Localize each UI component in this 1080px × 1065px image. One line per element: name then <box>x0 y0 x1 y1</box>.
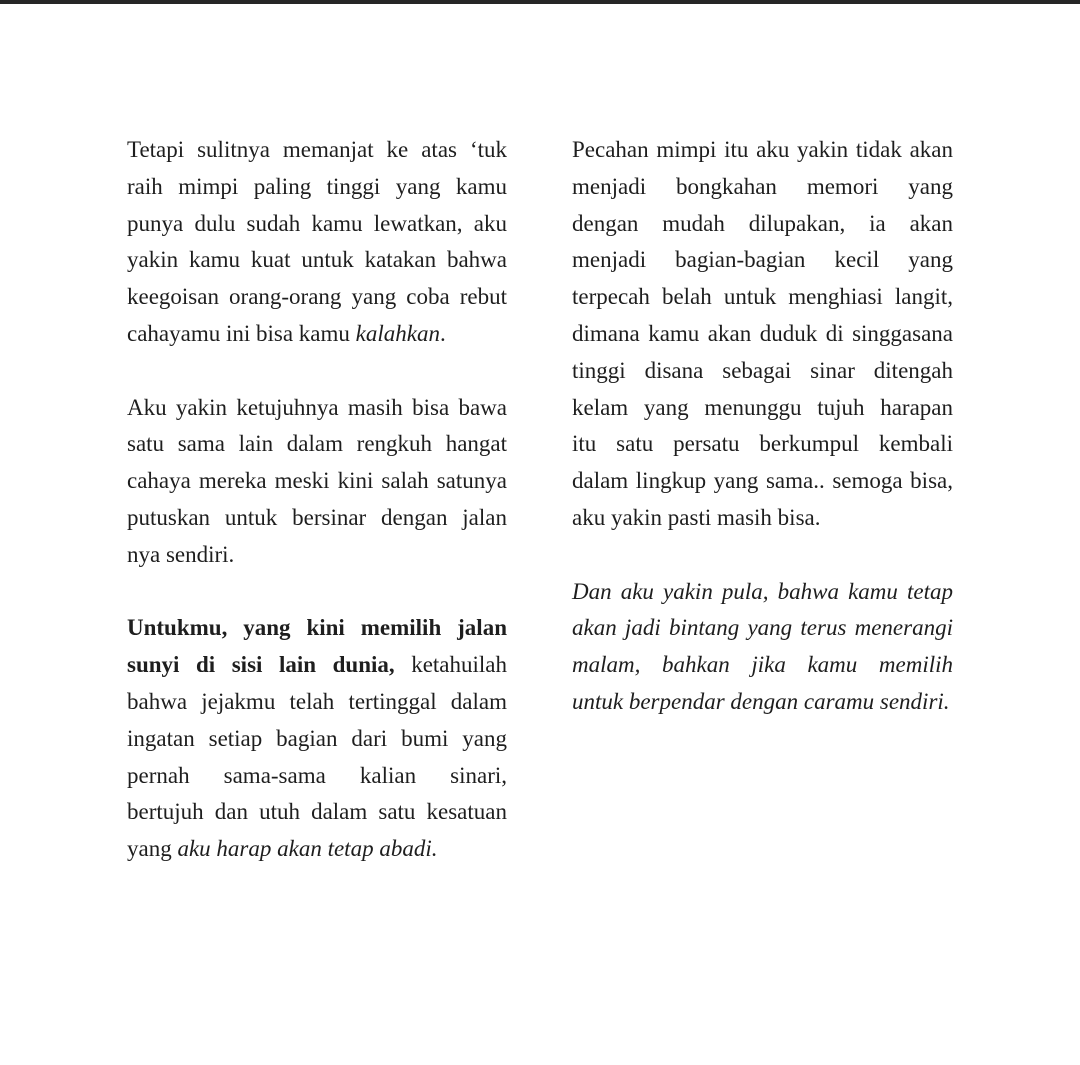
text-line: raih mimpi paling tinggi yang kamu <box>127 173 507 199</box>
text-line: Pecahan mimpi itu aku yakin tidak akan <box>572 137 953 162</box>
text-line: satu sama lain dalam rengkuh hangat <box>127 431 507 457</box>
text-line: yakin kamu kuat untuk katakan bahwa <box>127 247 507 273</box>
text-line <box>127 316 507 353</box>
italic-text: aku harap akan tetap abadi. <box>177 836 438 862</box>
text-line: dimana kamu akan duduk di singgasana <box>572 320 953 346</box>
text-segment: yang <box>127 836 178 862</box>
italic-text-line: Dan aku yakin pula, bahwa kamu tetap <box>572 578 953 604</box>
text-line: menjadi bongkahan memori yang <box>572 173 953 199</box>
text-line: putuskan untuk bersinar dengan jalan <box>127 504 507 530</box>
left-paragraph-1 <box>127 132 507 353</box>
text-line: bertujuh dan utuh dalam satu kesatuan <box>127 799 507 825</box>
text-line: kelam yang menunggu tujuh harapan <box>572 394 953 420</box>
text-line: Tetapi sulitnya memanjat ke atas ‘tuk <box>127 137 507 162</box>
text-segment: . <box>439 320 446 346</box>
right-paragraph-2 <box>572 574 953 721</box>
text-segment: ketahuilah <box>394 652 508 678</box>
text-line: punya dulu sudah kamu lewatkan, aku <box>127 210 507 236</box>
text-line: tinggi disana sebagai sinar ditengah <box>572 357 953 383</box>
text-line: aku yakin pasti masih bisa. <box>572 504 821 530</box>
top-border <box>0 0 1080 4</box>
text-line <box>127 831 507 868</box>
left-paragraph-3 <box>127 610 507 868</box>
italic-text-line: malam, bahkan jika kamu memilih <box>572 652 953 678</box>
text-line: dalam lingkup yang sama.. semoga bisa, <box>572 468 953 494</box>
bold-text-line: Untukmu, yang kini memilih jalan <box>127 615 507 641</box>
text-line <box>127 647 507 684</box>
text-segment: cahayamu ini bisa kamu <box>127 320 356 346</box>
text-line: pernah sama-sama kalian sinari, <box>127 762 507 788</box>
italic-text-line: akan jadi bintang yang terus menerangi <box>572 615 953 641</box>
bold-text: sunyi di sisi lain dunia, <box>127 652 395 678</box>
left-column <box>127 132 507 868</box>
text-line: ingatan setiap bagian dari bumi yang <box>127 725 507 751</box>
text-line: bahwa jejakmu telah tertinggal dalam <box>127 688 507 714</box>
right-column <box>572 132 953 721</box>
text-line: nya sendiri. <box>127 541 235 567</box>
text-line: Aku yakin ketujuhnya masih bisa bawa <box>127 394 507 420</box>
text-line: terpecah belah untuk menghiasi langit, <box>572 284 953 310</box>
text-line: menjadi bagian-bagian kecil yang <box>572 247 953 273</box>
text-line: dengan mudah dilupakan, ia akan <box>572 210 953 236</box>
text-line: itu satu persatu berkumpul kembali <box>572 431 953 457</box>
left-paragraph-2 <box>127 390 507 574</box>
text-line: cahaya mereka meski kini salah satunya <box>127 468 507 494</box>
italic-text-line: untuk berpendar dengan caramu sendiri. <box>572 688 950 714</box>
right-paragraph-1 <box>572 132 953 537</box>
text-line: keegoisan orang-orang yang coba rebut <box>127 284 507 310</box>
italic-text: kalahkan <box>355 320 440 346</box>
